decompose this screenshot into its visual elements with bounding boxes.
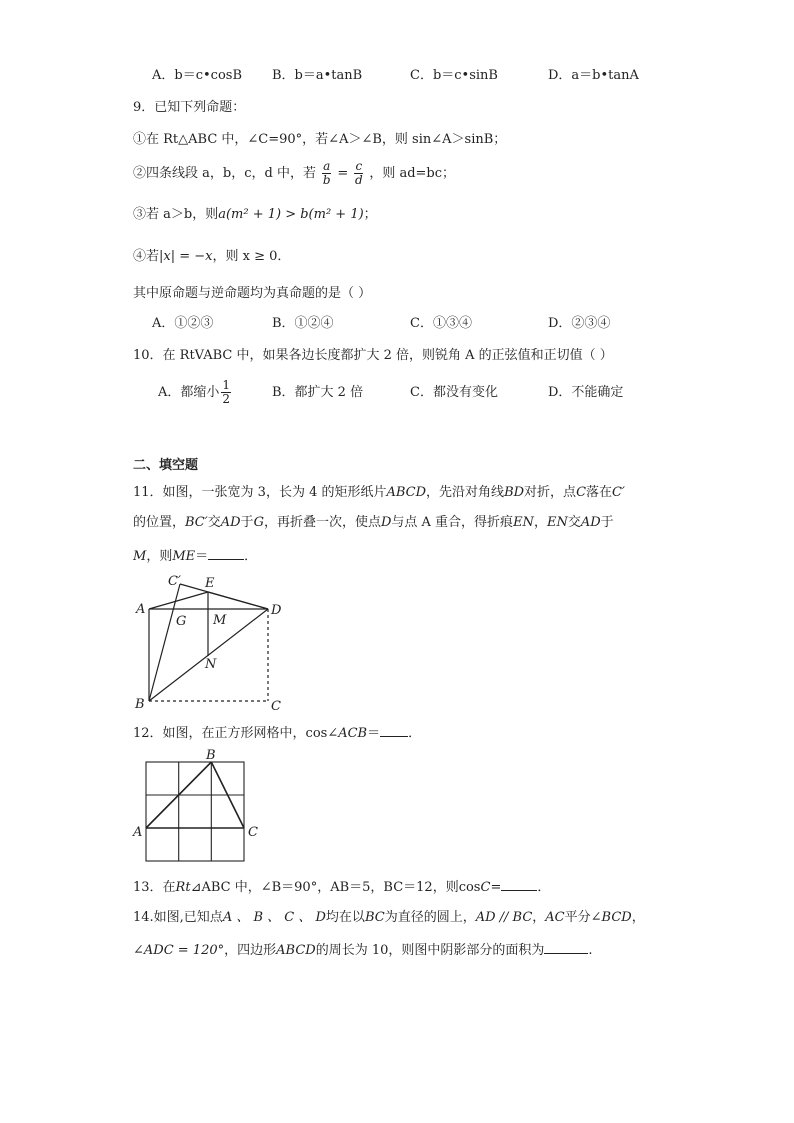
q11-line-3: M，则ME＝ ． xyxy=(133,545,257,567)
q11-label-c: C xyxy=(271,699,281,714)
q10-option-a xyxy=(158,376,233,410)
q11-line-1: 11．如图，一张宽为 3，长为 4 的矩形纸片ABCD，先沿对角线BD对折，点C落在C′ xyxy=(133,485,625,500)
q11-line-2: 的位置，BC′交AD于G，再折叠一次，使点D与点 A 重合，得折痕EN，EN交AD于 xyxy=(133,515,614,530)
q9-proposition-1: ①在 Rt△ABC 中，∠C=90°，若∠A＞∠B，则 sin∠A＞sinB； xyxy=(133,132,507,147)
q12-label-b: B xyxy=(206,748,216,763)
q11-label-e: E xyxy=(205,576,215,591)
q11-label-m: M xyxy=(213,613,227,628)
q9-p4-end: ，则 x ≥ 0． xyxy=(212,249,291,264)
answer-blank[interactable] xyxy=(501,876,537,891)
q10-stem: 10．在 RtVABC 中，如果各边长度都扩大 2 倍，则锐角 A 的正弦值和正切值（ ） xyxy=(133,348,613,363)
q13-stem: 13．在Rt⊿ABC 中，∠B＝90°，AB＝5，BC＝12，则cosC= ． xyxy=(133,876,550,898)
q11-segment-ae xyxy=(149,592,208,609)
q14-line-1: 14.如图,已知点A 、 B 、 C 、 D均在以BC为直径的圆上，AD // BC，AC平分∠BCD， xyxy=(133,910,645,925)
q9-p2-fraction-ab: $\frac{a}{b}$ xyxy=(322,159,331,187)
q10-option-a-fraction: $\frac{1}{2}$ xyxy=(222,378,231,406)
q9-p2-equals: = xyxy=(337,166,349,181)
q11-figure xyxy=(130,570,290,715)
answer-blank[interactable] xyxy=(208,545,244,560)
q10-option-d: D．不能确定 xyxy=(548,385,624,400)
q9-proposition-3 xyxy=(133,205,377,225)
q12-label-c: C xyxy=(248,825,258,840)
q9-p2-fraction-cd: $\frac{c}{d}$ xyxy=(354,159,363,187)
q9-p2-conclusion: ，则 ad=bc； xyxy=(369,166,456,181)
q8-option-c: C．b＝c•sinB xyxy=(410,68,498,83)
q10-option-a-text: A．都缩小 xyxy=(158,385,220,400)
q11-segment-ed xyxy=(208,592,268,609)
q11-label-g: G xyxy=(176,614,187,629)
q9-p3-end: ； xyxy=(363,207,377,222)
q9-p4-math: |x| = −x xyxy=(159,249,213,264)
q9-option-b: B．①②④ xyxy=(272,316,334,331)
answer-blank[interactable] xyxy=(380,722,408,737)
q12-figure xyxy=(130,745,265,865)
q11-label-b: B xyxy=(135,697,145,712)
q9-p3-math: a(m² + 1) > b(m² + 1) xyxy=(218,207,364,222)
q8-option-b: B．b＝a•tanB xyxy=(272,68,363,83)
q12-stem: 12．如图，在正方形网格中，cos∠ACB＝ ． xyxy=(133,722,421,744)
q11-label-a: A xyxy=(136,602,146,617)
q9-option-a: A．①②③ xyxy=(152,316,214,331)
q9-proposition-4 xyxy=(133,247,290,267)
q9-p3-text: ③若 a＞b，则 xyxy=(133,207,219,222)
q10-option-c: C．都没有变化 xyxy=(410,385,498,400)
q9-question: 其中原命题与逆命题均为真命题的是（ ） xyxy=(133,286,372,301)
q12-label-a: A xyxy=(133,825,143,840)
q9-stem: 9．已知下列命题： xyxy=(133,100,246,115)
q9-option-c: C．①③④ xyxy=(410,316,472,331)
q9-p4-text: ④若 xyxy=(133,249,160,264)
section-title: 二、填空题 xyxy=(133,458,199,473)
q9-p2-text: ②四条线段 a，b，c，d 中，若 xyxy=(133,166,316,181)
q8-option-d: D．a＝b•tanA xyxy=(548,68,639,83)
q14-line-2: ∠ADC = 120°，四边形ABCD的周长为 10，则图中阴影部分的面积为 . xyxy=(133,939,593,961)
q9-option-d: D．②③④ xyxy=(548,316,611,331)
answer-blank[interactable] xyxy=(544,939,588,954)
q11-label-d: D xyxy=(271,603,282,618)
q10-option-b: B．都扩大 2 倍 xyxy=(272,385,364,400)
q11-label-cp: C′ xyxy=(168,574,181,589)
q8-option-a: A．b＝c•cosB xyxy=(152,68,242,83)
q11-label-n: N xyxy=(205,657,217,672)
q9-proposition-2 xyxy=(133,160,455,188)
